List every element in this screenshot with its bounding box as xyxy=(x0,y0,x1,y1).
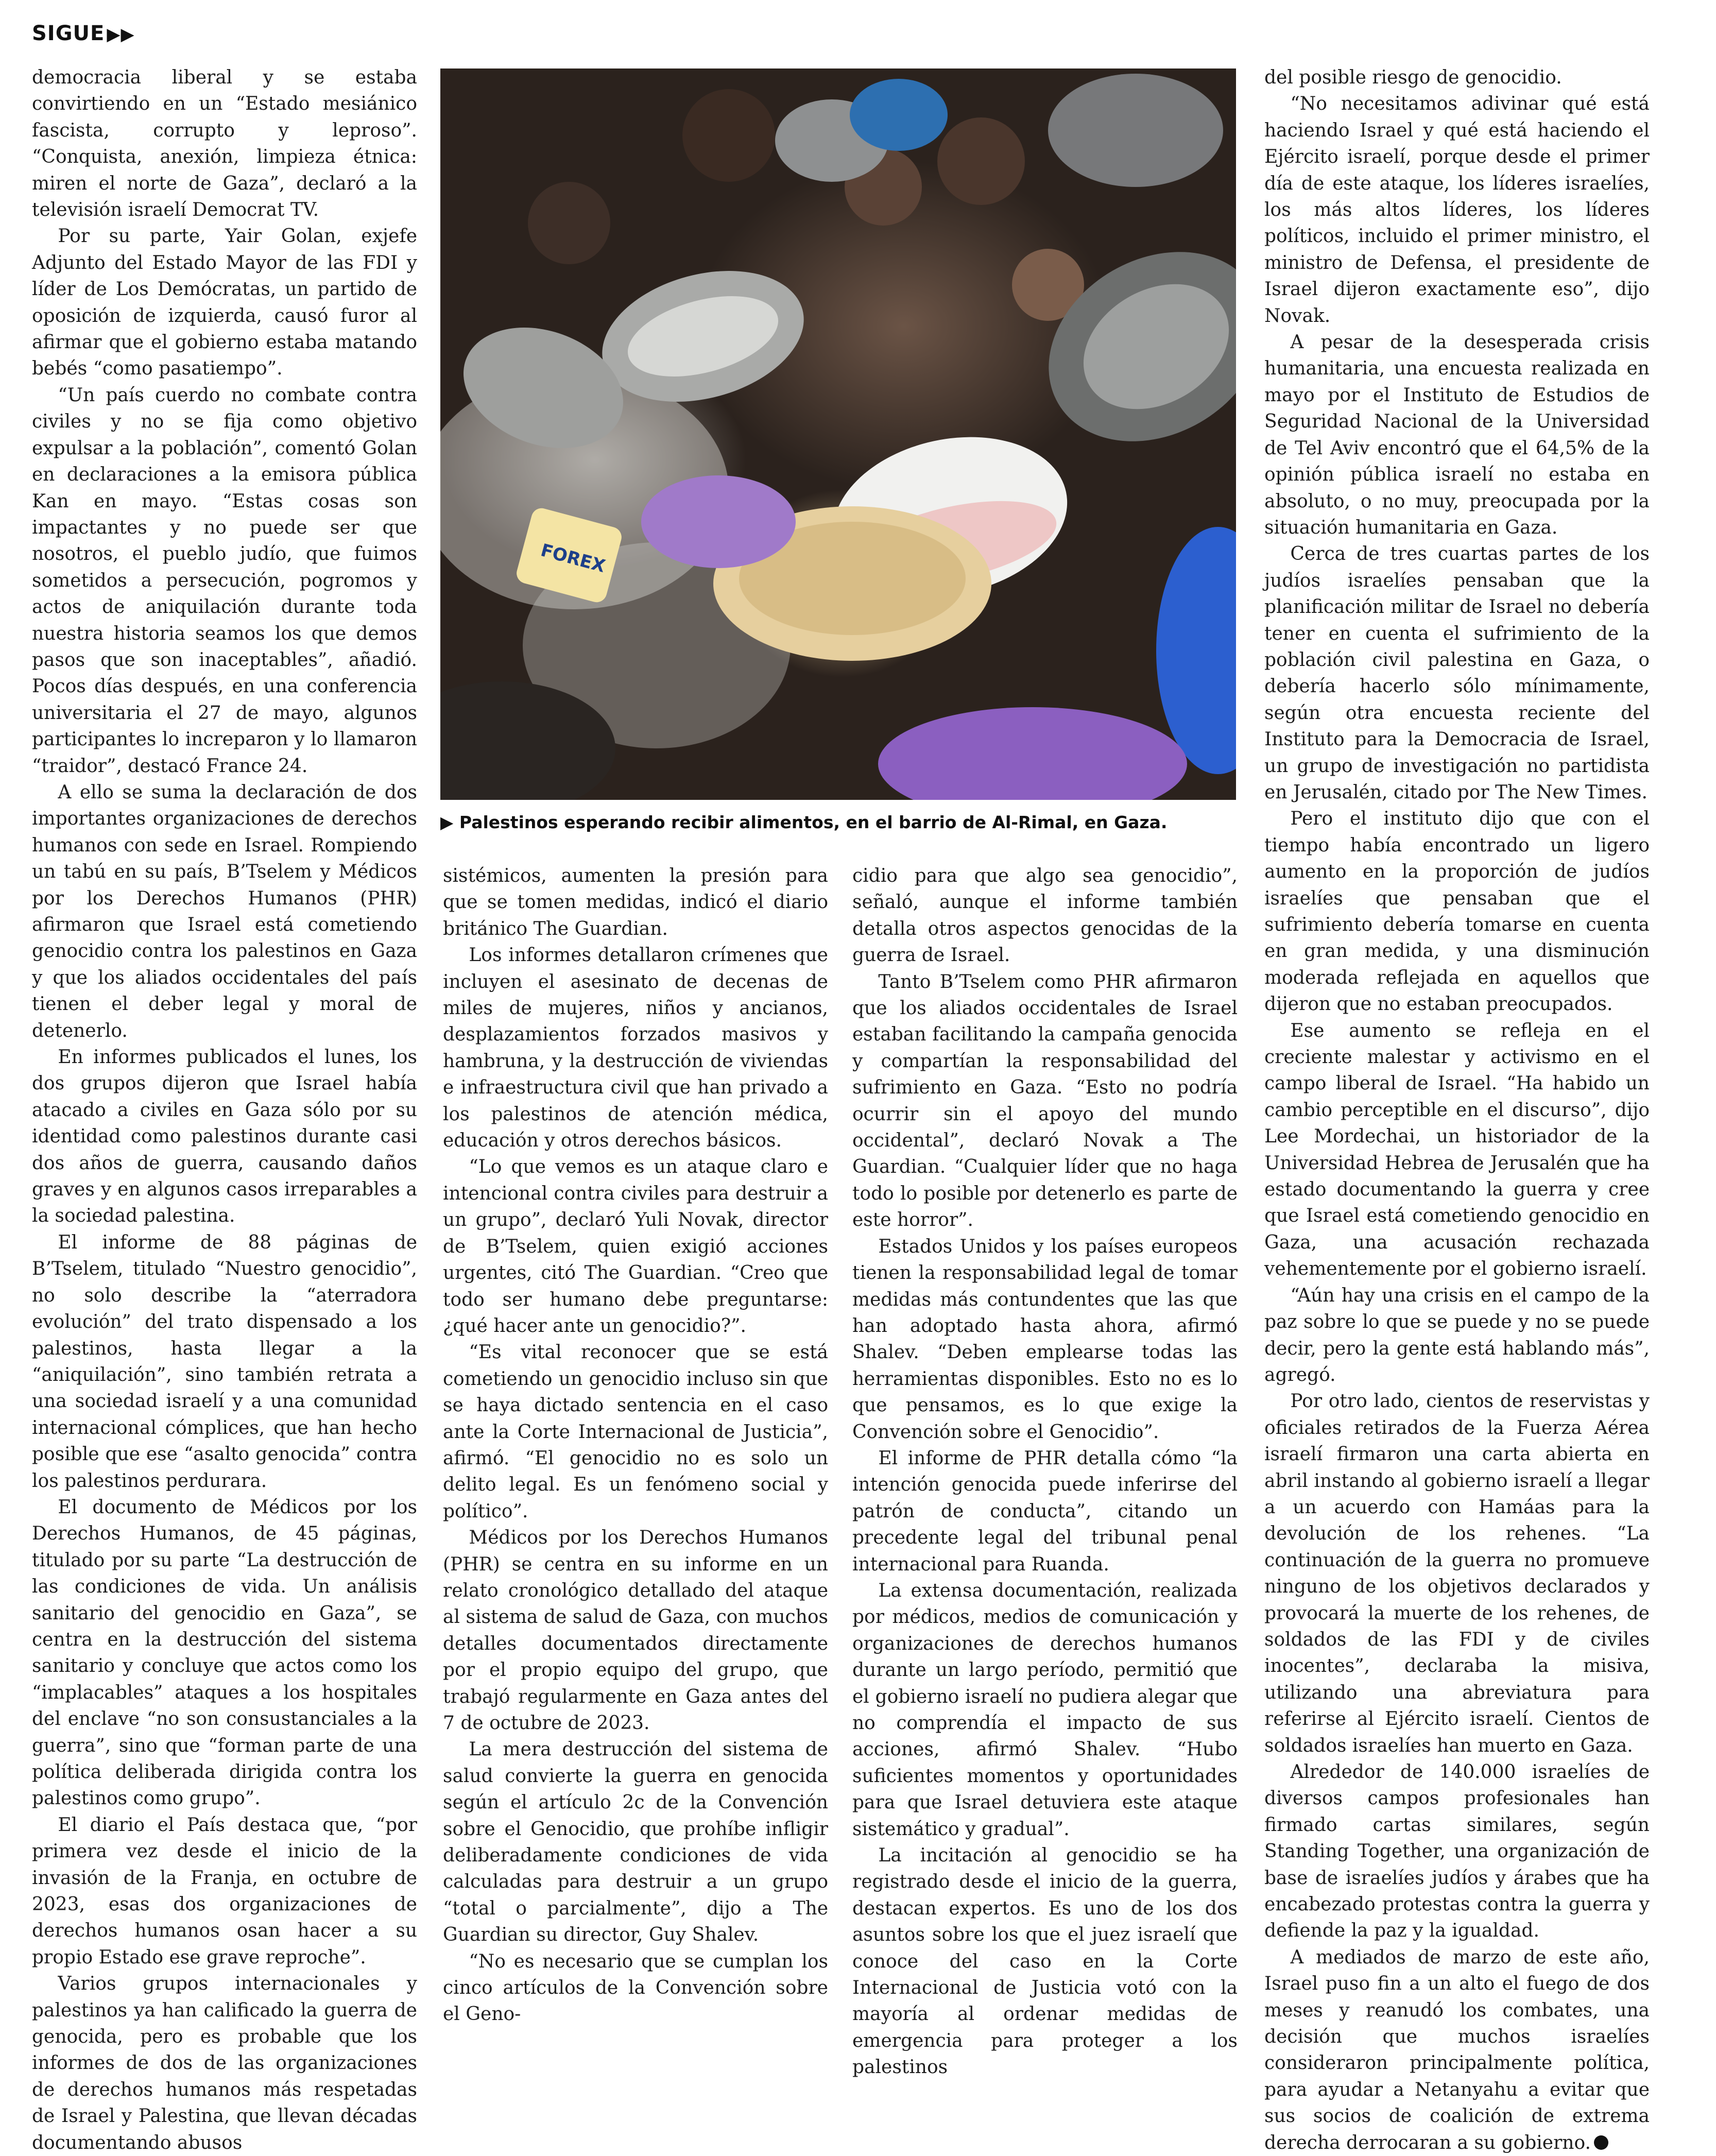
paragraph: La incitación al genocidio se ha registrado desde el inicio de la guerra, destacan expertos. Es uno de los dos asuntos sobre los que el juez israelí que conoce del caso en la Corte Internacional de Justicia votó con la mayoría al ordenar medidas de emergencia para proteger a los palestinos xyxy=(852,1845,1238,2078)
paragraph: Ese aumento se refleja en el creciente malestar y activismo en el campo liberal de Israel. “Ha habido un cambio perceptible en el discurso”, dijo Lee Mordechai, un historiador de la Universidad Hebrea de Jerusalén que ha estado documentando la guerra y cree que Israel está cometiendo genocidio en Gaza, una acusación rechazada vehementemente por el gobierno israelí. xyxy=(1264,1020,1650,1280)
paragraph: La extensa documentación, realizada por médicos, medios de comunicación y organizaciones de derechos humanos durante un largo período, permitió que el gobierno israelí no pudiera alegar que no comprendía el impacto de sus acciones, afirmó Shalev. “Hubo suficientes momentos y oportunidades para que Israel detuviera este ataque sistemático y gradual”. xyxy=(852,1580,1238,1840)
article-column-3 xyxy=(852,863,1238,2081)
paragraph: Los informes detallaron crímenes que incluyen el asesinato de decenas de miles de mujeres, niños y ancianos, desplazamientos forzados masivos y hambruna, y la destrucción de viviendas e infraestructura civil que han privado a los palestinos de atención médica, educación y otros derechos básicos. xyxy=(443,945,828,1152)
paragraph: cidio para que algo sea genocidio”, señaló, aunque el informe también detalla otros aspectos genocidas de la guerra de Israel. xyxy=(852,865,1238,966)
paragraph: Pero el instituto dijo que con el tiempo había encontrado un ligero aumento en la proporción de judíos israelíes que pensaban que el sufrimiento debería tomarse en cuenta en gran medida, y una disminución moderada reflejada en aquellos que dijeron que no estaban preocupados. xyxy=(1264,808,1650,1015)
paragraph: El informe de PHR detalla cómo “la intención genocida puede inferirse del patrón de conducta”, citando un precedente legal del tribunal penal internacional para Ruanda. xyxy=(852,1447,1238,1575)
paragraph: Varios grupos internacionales y palestinos ya han calificado la guerra de genocida, pero es probable que los informes de dos de las organizaciones de derechos humanos más respetadas de Israel y Palestina, que llevan décadas documentando abusos xyxy=(32,1973,417,2153)
paragraph: Por su parte, Yair Golan, exjefe Adjunto del Estado Mayor de las FDI y líder de Los Demócratas, un partido de oposición de izquierda, causó furor al afirmar que el gobierno estaba matando bebés “como pasatiempo”. xyxy=(32,226,417,380)
paragraph: “Es vital reconocer que se está cometiendo un genocidio incluso sin que se haya dictado sentencia en el caso ante la Corte Internacional de Justicia”, afirmó. “El genocidio no es solo un delito legal. Es un fenómeno social y político”. xyxy=(443,1342,828,1522)
paragraph: sistémicos, aumenten la presión para que se tomen medidas, indicó el diario británico The Guardian. xyxy=(443,865,828,939)
paragraph: “Un país cuerdo no combate contra civiles y no se fija como objetivo expulsar a la población”, comentó Golan en declaraciones a la emisora pública Kan en mayo. “Estas cosas son impactantes y no puede ser que nosotros, el pueblo judío, que fuimos sometidos a persecución, pogromos y actos de aniquilación durante toda nuestra historia seamos los que demos pasos que son inaceptables”, añadió. Pocos días después, en una conferencia universitaria el 27 de mayo, algunos participantes lo increparon y lo llamaron “traidor”, destacó France 24. xyxy=(32,384,417,777)
continue-arrows-icon: ▶▶ xyxy=(107,24,135,45)
paragraph: “Lo que vemos es un ataque claro e intencional contra civiles para destruir a un grupo”, declaró Yuli Novak, director de B’Tselem, quien exigió acciones urgentes, citó The Guardian. “Creo que todo ser humano debe preguntarse: ¿qué hacer ante un genocidio?”. xyxy=(443,1156,828,1337)
paragraph-last xyxy=(1264,1944,1650,2156)
continues-header xyxy=(32,22,135,45)
paragraph: Alrededor de 140.000 israelíes de diversos campos profesionales han firmado cartas similares, según Standing Together, una organización de base de israelíes judíos y árabes que ha encabezado protestas contra la guerra y defiende la paz y la igualdad. xyxy=(1264,1761,1650,1942)
paragraph: del posible riesgo de genocidio. xyxy=(1264,67,1562,88)
article-column-1 xyxy=(32,64,417,2156)
paragraph: democracia liberal y se estaba convirtiendo en un “Estado mesiánico fascista, corrupto y leproso”. “Conquista, anexión, limpieza étnica: miren el norte de Gaza”, declaró a la televisión israelí Democrat TV. xyxy=(32,67,417,221)
paragraph: “Aún hay una crisis en el campo de la paz sobre lo que se puede y no se puede decir, pero la gente está hablando más”, agregó. xyxy=(1264,1285,1650,1385)
article-end-icon xyxy=(1594,2135,1608,2150)
photo-caption xyxy=(440,811,1236,834)
article-column-2 xyxy=(443,863,828,2028)
caption-marker-icon: ▶ xyxy=(440,812,454,832)
paragraph: Cerca de tres cuartas partes de los judíos israelíes pensaban que la planificación militar de Israel no debería tener en cuenta el sufrimiento de la población civil palestina en Gaza, o debería hacerlo sólo mínimamente, según otra encuesta reciente del Instituto para la Democracia de Israel, un grupo de investigación no partidista en Jerusalén, citado por The New Times. xyxy=(1264,543,1650,803)
paragraph: “No es necesario que se cumplan los cinco artículos de la Convención sobre el Geno- xyxy=(443,1950,828,2025)
paragraph: Tanto B’Tselem como PHR afirmaron que los aliados occidentales de Israel estaban facilitando la campaña genocida y compartían la responsabilidad del sufrimiento en Gaza. “Esto no podría ocurrir sin el apoyo del mundo occidental”, declaró Novak a The Guardian. “Cualquier líder que no haga todo lo posible por detenerlo es parte de este horror”. xyxy=(852,971,1238,1231)
paragraph: A ello se suma la declaración de dos importantes organizaciones de derechos humanos con sede en Israel. Rompiendo un tabú en su país, B’Tselem y Médicos por los Derechos Humanos (PHR) afirmaron que Israel está cometiendo genocidio contra los palestinos en Gaza y que los aliados occidentales del país tienen el deber legal y moral de detenerlo. xyxy=(32,781,417,1041)
photo-illustration xyxy=(440,69,1236,800)
paragraph: El diario el País destaca que, “por primera vez desde el inicio de la invasión de la Franja, en octubre de 2023, esas dos organizaciones de derechos humanos osan hacer a su propio Estado ese grave reproche”. xyxy=(32,1814,417,1968)
news-photo xyxy=(440,69,1236,800)
paragraph: El informe de 88 páginas de B’Tselem, titulado “Nuestro genocidio”, no solo describe la “aterradora evolución” del trato dispensado a los palestinos, hasta llegar a la “aniquilación”, sino también retrata a una sociedad israelí y a una comunidad internacional cómplices, que han hecho posible que ese “asalto genocida” contra los palestinos perdurara. xyxy=(32,1231,417,1492)
paragraph: La mera destrucción del sistema de salud convierte la guerra en genocida según el artículo 2c de la Convención sobre el Genocidio, que prohíbe infligir deliberadamente condiciones de vida calculadas para destruir a un grupo “total o parcialmente”, dijo a The Guardian su director, Guy Shalev. xyxy=(443,1739,828,1946)
paragraph: En informes publicados el lunes, los dos grupos dijeron que Israel había atacado a civiles en Gaza sólo por su identidad como palestinos durante casi dos años de guerra, causando daños graves y en algunos casos irreparables a la sociedad palestina. xyxy=(32,1047,417,1227)
paragraph: “No necesitamos adivinar qué está haciendo Israel y qué está haciendo el Ejército israelí, porque desde el primer día de este ataque, los líderes israelíes, los más altos líderes, los líderes políticos, incluido el primer ministro, el ministro de Defensa, el presidente de Israel dijeron exactamente eso”, dijo Novak. xyxy=(1264,93,1650,327)
paragraph: Estados Unidos y los países europeos tienen la responsabilidad legal de tomar medidas más contundentes que las que han adoptado hasta ahora, afirmó Shalev. “Deben emplearse todas las herramientas disponibles. Esto no es lo que pensamos, es lo que exige la Convención sobre el Genocidio”. xyxy=(852,1236,1238,1443)
article-column-4 xyxy=(1264,64,1650,2156)
paragraph: El documento de Médicos por los Derechos Humanos, de 45 páginas, titulado por su parte “La destrucción de las condiciones de vida. Un análisis sanitario del genocidio en Gaza”, se centra en la destrucción del sistema sanitario y concluye que actos como los “implacables” ataques a los hospitales del enclave “no son consustanciales a la guerra”, sino que “forman parte de una política deliberada dirigida contra los palestinos como grupo”. xyxy=(32,1496,417,1809)
caption-text: Palestinos esperando recibir alimentos, en el barrio de Al-Rimal, en Gaza. xyxy=(459,812,1168,832)
paragraph: Por otro lado, cientos de reservistas y oficiales retirados de la Fuerza Aérea israelí firmaron una carta abierta en abril instando al gobierno israelí a llegar a un acuerdo con Hamáas para la devolución de los rehenes. “La continuación de la guerra no promueve ninguno de los objetivos declarados y provocará la muerte de los rehenes, de soldados de las FDI y de civiles inocentes”, declaraba la misiva, utilizando una abreviatura para referirse al Ejército israelí. Cientos de soldados israelíes han muerto en Gaza. xyxy=(1264,1391,1650,1756)
paragraph: A pesar de la desesperada crisis humanitaria, una encuesta realizada en mayo por el Instituto de Estudios de Seguridad Nacional de la Universidad de Tel Aviv encontró que el 64,5% de la opinión pública israelí no estaba en absoluto, o no muy, preocupada por la situación humanitaria en Gaza. xyxy=(1264,332,1650,538)
continues-label: SIGUE xyxy=(32,22,105,45)
paragraph: Médicos por los Derechos Humanos (PHR) se centra en su informe en un relato cronológico detallado del ataque al sistema de salud de Gaza, con muchos detalles documentados directamente por el propio equipo del grupo, que trabajó regularmente en Gaza antes del 7 de octubre de 2023. xyxy=(443,1527,828,1734)
paragraph-last-text: A mediados de marzo de este año, Israel puso fin a un alto el fuego de dos meses y reanudó los combates, una decisión que muchos israelíes consideraron principalmente política, para ayudar a Netanyahu a evitar que sus socios de coalición de extrema derecha derrocaran a su gobierno. xyxy=(1264,1946,1650,2153)
container-label: FOREX xyxy=(538,540,608,577)
